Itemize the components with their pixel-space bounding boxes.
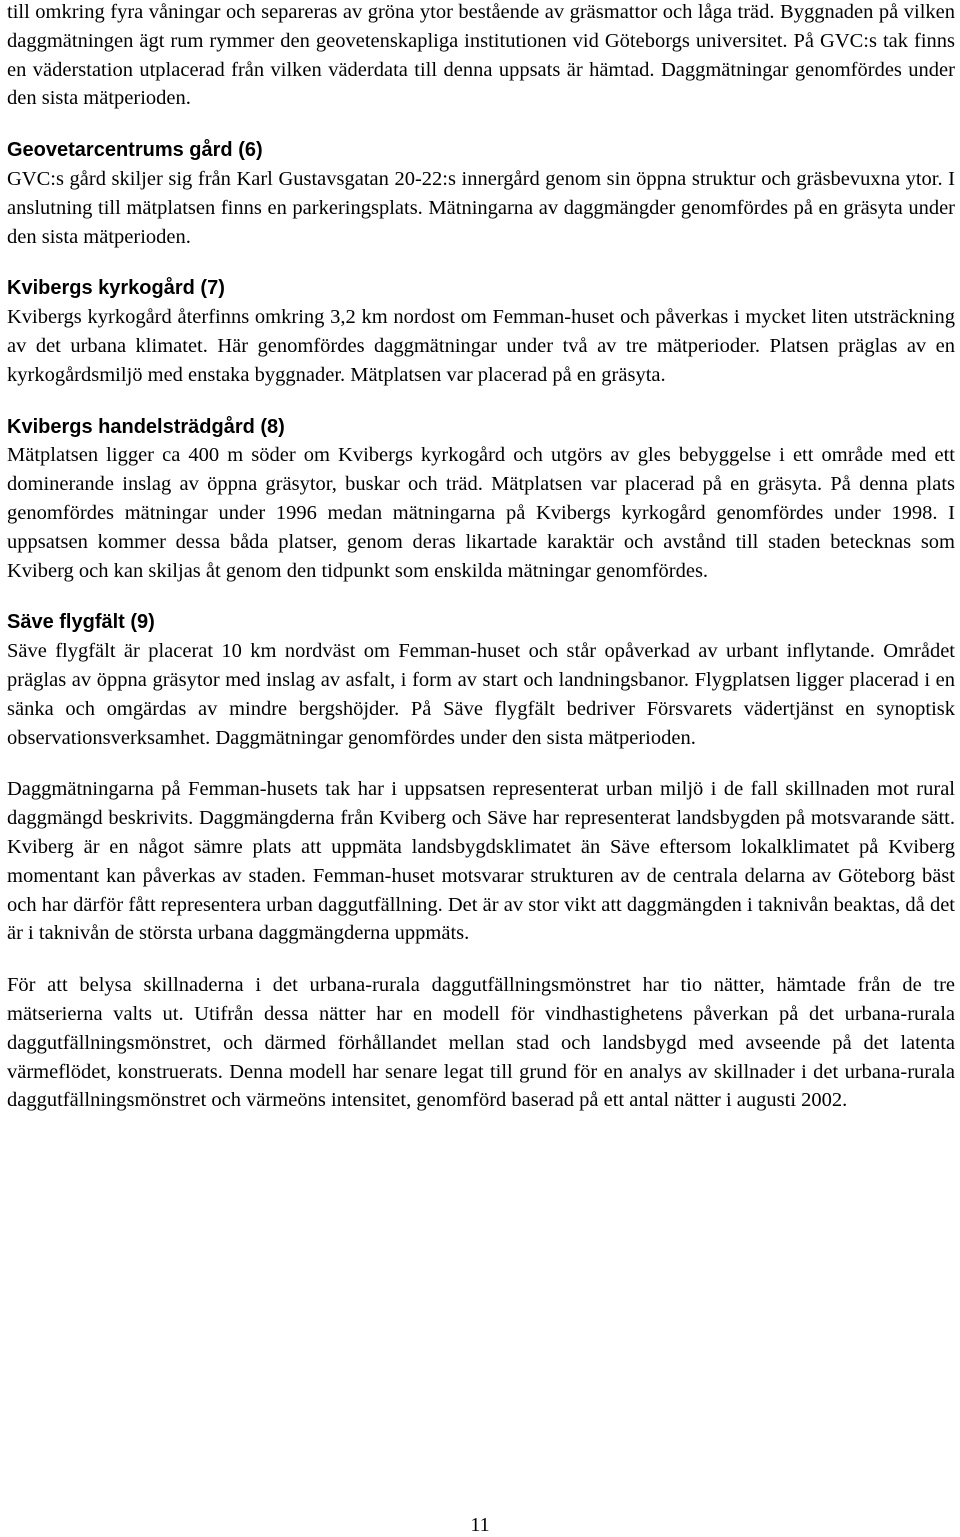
document-page	[7, 0, 955, 1115]
spacer	[7, 390, 955, 413]
closing-paragraph: För att belysa skillnaderna i det urbana-rurala daggutfällningsmönstret har tio nätter, hämtade från de tre mätserierna valts ut. Utifrån dessa nätter har en modell för vindhastighetens påverkan på det urbana-rurala daggutfällningsmönstret, och därmed förhållandet mellan stad och landsbygd med avseende på det latenta värmeflödet, konstruerats. Denna modell har senare legat till grund för en analys av skillnader i det urbana-rurala daggutfällningsmönstret och värmeöns intensitet, genomförd baserad på ett antal nätter i augusti 2002.	[7, 974, 955, 1112]
section-body-save-flygfalt: Säve flygfält är placerat 10 km nordväst om Femman-huset och står opåverkad av urbant inflytande. Området präglas av öppna gräsytor med inslag av asfalt, i form av start och landningsbanor. Flygplatsen ligger placerad i en sänka och omgärdas av mindre bergshöjder. På Säve flygfält bedriver Försvarets vädertjänst en synoptisk observationsverksamhet. Daggmätningar genomfördes under den sista mätperioden.	[7, 640, 955, 749]
intro-paragraph: till omkring fyra våningar och separeras av gröna ytor bestående av gräsmattor och låga träd. Byggnaden på vilken daggmätningen ägt rum rymmer den geovetenskapliga institutionen vid Göteborgs universitet. På GVC:s tak finns en väderstation utplacerad från vilken väderdata till denna uppsats är hämtad. Daggmätningar genomfördes under den sista mätperioden.	[7, 1, 955, 110]
section-heading-kvibergs-kyrkogard: Kvibergs kyrkogård (7)	[7, 277, 225, 300]
spacer	[7, 752, 955, 775]
spacer	[7, 251, 955, 274]
section-heading-kvibergs-handelstradgard: Kvibergs handelsträdgård (8)	[7, 415, 285, 438]
spacer	[7, 113, 955, 136]
spacer	[7, 948, 955, 971]
section-heading-geovetarcentrum: Geovetarcentrums gård (6)	[7, 139, 263, 162]
closing-paragraph: Daggmätningarna på Femman-husets tak har i uppsatsen representerat urban miljö i de fall skillnaden mot rural daggmängd beskrivits. Daggmängderna från Kviberg och Säve har representerat landsbygden på motsvarande sätt. Kviberg är en något sämre plats att uppmäta landsbygdsklimatet än Säve eftersom lokalklimatet på Kviberg momentant kan påverkas av staden. Femman-huset motsvarar strukturen av de centrala delarna av Göteborg bäst och har därför fått representera urban daggutfällning. Det är av stor vikt att daggmängden i taknivån beaktas, då det är i taknivån de största urbana daggmängderna uppmäts.	[7, 778, 955, 945]
section-body-kvibergs-handelstradgard: Mätplatsen ligger ca 400 m söder om Kvibergs kyrkogård och utgörs av gles bebyggelse i ett område med ett dominerande inslag av öppna gräsytor, buskar och träd. Mätplatsen var placerad på en gräsyta. På denna plats genomfördes mätningar under 1996 medan mätningarna på Kvibergs kyrkogård genomfördes under 1998. I uppsatsen kommer dessa båda platser, genom deras likartade karaktär och avstånd till staden betecknas som Kviberg och kan skiljas åt genom den tidpunkt som enskilda mätningar genomfördes.	[7, 444, 955, 582]
spacer	[7, 585, 955, 608]
section-heading-save-flygfalt: Säve flygfält (9)	[7, 611, 155, 634]
section-body-kvibergs-kyrkogard: Kvibergs kyrkogård återfinns omkring 3,2 km nordost om Femman-huset och påverkas i mycket liten utsträckning av det urbana klimatet. Här genomfördes daggmätningar under två av tre mätperioder. Platsen präglas av en kyrkogårdsmiljö med enstaka byggnader. Mätplatsen var placerad på en gräsyta.	[7, 306, 955, 386]
page-number: 11	[470, 1514, 490, 1536]
section-body-geovetarcentrum: GVC:s gård skiljer sig från Karl Gustavsgatan 20-22:s innergård genom sin öppna struktur och gräsbevuxna ytor. I anslutning till mätplatsen finns en parkeringsplats. Mätningarna av daggmängder genomfördes på en gräsyta under den sista mätperioden.	[7, 167, 955, 248]
